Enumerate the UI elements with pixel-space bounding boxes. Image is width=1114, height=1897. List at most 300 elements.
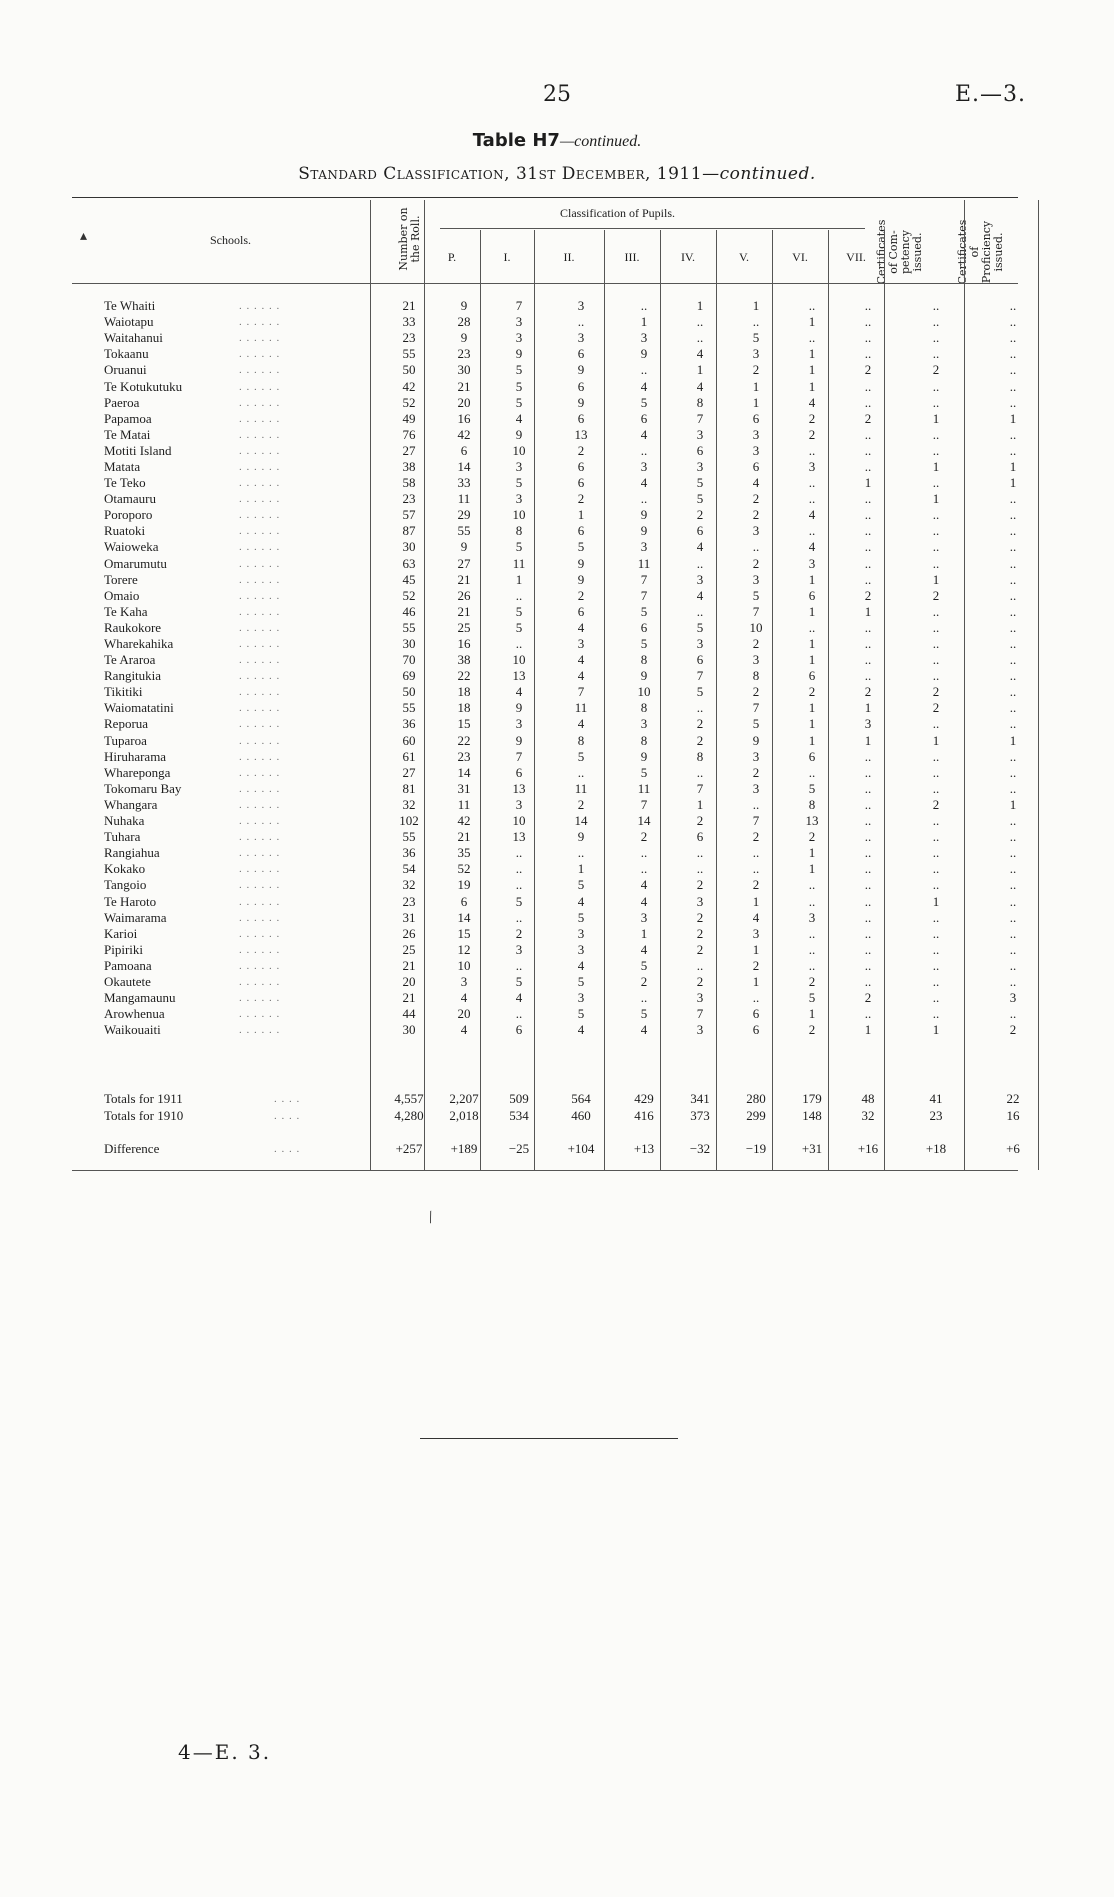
leader-dots: . . . . . .: [239, 927, 281, 940]
cell: 4: [515, 684, 523, 700]
cell: 10: [512, 813, 526, 829]
cell: 5: [515, 619, 523, 635]
cell: 25: [457, 619, 471, 635]
cell: ..: [932, 346, 940, 362]
cell: 534: [509, 1107, 529, 1123]
cell: 1: [577, 861, 585, 877]
cell: ..: [864, 314, 872, 330]
leader-dots: . . . . . .: [239, 670, 281, 683]
cell: 32: [402, 796, 416, 812]
cell: 14: [637, 813, 651, 829]
header-classification: Classification of Pupils.: [560, 206, 675, 220]
table-row: [72, 700, 1050, 716]
leader-dots: . . . . . .: [239, 605, 281, 618]
cell: 3: [640, 330, 648, 346]
cell: ..: [808, 957, 816, 973]
cell: ..: [864, 973, 872, 989]
cell: ..: [932, 330, 940, 346]
cell: 2: [808, 829, 816, 845]
cell: 6: [696, 652, 704, 668]
cell: −25: [508, 1140, 530, 1156]
school-name: Karioi: [104, 925, 138, 941]
cell: ..: [932, 877, 940, 893]
cell: 45: [402, 571, 416, 587]
cell: ..: [696, 314, 704, 330]
cell: ..: [1009, 636, 1017, 652]
cell: 1: [932, 458, 940, 474]
table-row: [72, 893, 1050, 909]
school-name: Torere: [104, 571, 138, 587]
cell: 2: [752, 362, 760, 378]
cell: ..: [1009, 1006, 1017, 1022]
cell: 5: [640, 636, 648, 652]
cell: 1: [640, 314, 648, 330]
cell: 564: [571, 1090, 591, 1106]
table-row: [72, 475, 1050, 491]
cell: ..: [864, 957, 872, 973]
cell: 7: [640, 587, 648, 603]
cell: 5: [515, 362, 523, 378]
header-competency: Certificates of Com- petency issued.: [875, 219, 924, 285]
cell: 1: [752, 378, 760, 394]
cell: 6: [808, 748, 816, 764]
cell: 3: [696, 636, 704, 652]
table-row: [72, 330, 1050, 346]
cell: 6: [577, 346, 585, 362]
cell: 1: [808, 716, 816, 732]
cell: ..: [640, 298, 648, 314]
table-row: [72, 523, 1050, 539]
cell: 6: [752, 458, 760, 474]
cell: 61: [402, 748, 416, 764]
cell: ..: [808, 298, 816, 314]
school-name: Difference: [104, 1140, 160, 1156]
cell: 5: [577, 748, 585, 764]
table-subtitle-text: Standard Classification, 31st December, 1911: [298, 164, 703, 184]
cell: 10: [512, 507, 526, 523]
cell: 5: [752, 587, 760, 603]
cell: 15: [457, 925, 471, 941]
cell: ..: [640, 442, 648, 458]
table-title: [0, 130, 1114, 151]
leader-dots: . . . . . .: [239, 412, 281, 425]
cell: ..: [696, 764, 704, 780]
cell: 5: [752, 716, 760, 732]
leader-dots: . . . . . .: [239, 782, 281, 795]
cell: 22: [457, 732, 471, 748]
cell: ..: [808, 330, 816, 346]
cell: ..: [1009, 813, 1017, 829]
cell: 26: [457, 587, 471, 603]
cell: 1: [515, 571, 523, 587]
table-row: [72, 620, 1050, 636]
cell: 1: [808, 1006, 816, 1022]
table-row: [72, 636, 1050, 652]
cell: 9: [640, 346, 648, 362]
cell: 1: [1009, 458, 1017, 474]
cell: 5: [577, 973, 585, 989]
school-name: Whangara: [104, 796, 158, 812]
table-row: [72, 459, 1050, 475]
school-name: Reporua: [104, 716, 149, 732]
cell: 4: [752, 909, 760, 925]
cell: 1: [808, 700, 816, 716]
cell: ..: [864, 668, 872, 684]
cell: 8: [808, 796, 816, 812]
cell: ..: [864, 491, 872, 507]
cell: ..: [640, 861, 648, 877]
cell: ..: [1009, 362, 1017, 378]
table-row: [72, 942, 1050, 958]
cell: 1: [808, 732, 816, 748]
header-top-rule: [72, 197, 1018, 198]
cell: ..: [577, 314, 585, 330]
leader-dots: . . . . . .: [239, 396, 281, 409]
leader-dots: . . . . . .: [239, 798, 281, 811]
school-name: Motiti Island: [104, 442, 172, 458]
cell: 1: [1009, 475, 1017, 491]
cell: 4: [640, 941, 648, 957]
leader-dots: . . . . . .: [239, 300, 281, 313]
cell: 30: [402, 539, 416, 555]
cell: 6: [577, 410, 585, 426]
cell: ..: [1009, 571, 1017, 587]
cell: 2: [515, 925, 523, 941]
cell: ..: [577, 845, 585, 861]
cell: ..: [932, 1006, 940, 1022]
cell: 5: [515, 973, 523, 989]
table-row: [72, 362, 1050, 378]
cell: 52: [402, 587, 416, 603]
cell: 1: [752, 941, 760, 957]
cell: +16: [857, 1140, 879, 1156]
table-row: [72, 958, 1050, 974]
leader-dots: . . . . . .: [239, 380, 281, 393]
school-name: Pipiriki: [104, 941, 144, 957]
table-row: [72, 411, 1050, 427]
difference-table: [72, 1140, 1050, 1157]
cell: 4: [640, 475, 648, 491]
cell: ..: [932, 764, 940, 780]
cell: ..: [864, 426, 872, 442]
cell: +104: [567, 1140, 595, 1156]
ink-mark-left: ▴: [80, 228, 88, 244]
school-name: Hiruharama: [104, 748, 167, 764]
cell: 3: [752, 442, 760, 458]
cell: 2: [752, 684, 760, 700]
cell: 38: [402, 458, 416, 474]
cell: 102: [399, 813, 419, 829]
cell: 3: [752, 925, 760, 941]
cell: ..: [1009, 394, 1017, 410]
cell: ..: [640, 491, 648, 507]
cell: ..: [932, 845, 940, 861]
cell: 6: [640, 619, 648, 635]
difference-row: [72, 1140, 1050, 1157]
cell: 2: [752, 555, 760, 571]
cell: 6: [515, 764, 523, 780]
cell: ..: [864, 764, 872, 780]
cell: 54: [402, 861, 416, 877]
cell: ..: [932, 716, 940, 732]
cell: 18: [457, 684, 471, 700]
cell: ..: [696, 603, 704, 619]
school-name: Pamoana: [104, 957, 152, 973]
cell: 14: [574, 813, 588, 829]
leader-dots: . . . . . .: [239, 316, 281, 329]
cell: 4: [577, 652, 585, 668]
school-name: Mangamaunu: [104, 990, 176, 1006]
cell: 1: [752, 298, 760, 314]
table-row: [72, 861, 1050, 877]
cell: ..: [515, 845, 523, 861]
cell: ..: [1009, 426, 1017, 442]
cell: ..: [932, 426, 940, 442]
cell: 4: [577, 668, 585, 684]
cell: 11: [637, 780, 651, 796]
cell: ..: [1009, 330, 1017, 346]
cell: ..: [640, 990, 648, 1006]
cell: 2: [932, 700, 940, 716]
table-row: [72, 346, 1050, 362]
table-row: [72, 668, 1050, 684]
cell: 1: [640, 925, 648, 941]
cell: 5: [640, 603, 648, 619]
cell: 2: [752, 957, 760, 973]
cell: 42: [457, 813, 471, 829]
cell: ..: [1009, 378, 1017, 394]
cell: 9: [577, 829, 585, 845]
table-row: [72, 813, 1050, 829]
cell: 4: [577, 893, 585, 909]
cell: 6: [577, 378, 585, 394]
cell: 5: [640, 957, 648, 973]
cell: ..: [864, 346, 872, 362]
cell: ..: [864, 458, 872, 474]
cell: 1: [932, 1022, 940, 1038]
cell: 36: [402, 845, 416, 861]
cell: ..: [932, 636, 940, 652]
cell: 6: [577, 603, 585, 619]
cell: 46: [402, 603, 416, 619]
cell: ..: [932, 619, 940, 635]
cell: ..: [932, 829, 940, 845]
cell: 341: [690, 1090, 710, 1106]
cell: 1: [932, 893, 940, 909]
cell: 10: [512, 442, 526, 458]
cell: 2: [864, 684, 872, 700]
header-class-8: VII.: [846, 250, 866, 264]
cell: 9: [515, 346, 523, 362]
cell: 8: [515, 523, 523, 539]
totals-table: [72, 1090, 1050, 1124]
cell: 44: [402, 1006, 416, 1022]
cell: 19: [457, 877, 471, 893]
leader-dots: . . . . . .: [239, 573, 281, 586]
cell: 3: [640, 716, 648, 732]
cell: 20: [457, 1006, 471, 1022]
cell: 3: [696, 458, 704, 474]
cell: ..: [1009, 539, 1017, 555]
cell: 5: [577, 539, 585, 555]
cell: 416: [634, 1107, 654, 1123]
cell: 1: [808, 378, 816, 394]
ink-mark: ⁄: [426, 1210, 437, 1226]
cell: 2: [808, 410, 816, 426]
cell: 20: [402, 973, 416, 989]
cell: 3: [808, 458, 816, 474]
cell: 9: [515, 732, 523, 748]
cell: 7: [696, 410, 704, 426]
school-name: Otamauru: [104, 491, 156, 507]
cell: 4: [640, 1022, 648, 1038]
cell: 30: [457, 362, 471, 378]
cell: 4: [696, 539, 704, 555]
cell: 3: [808, 555, 816, 571]
cell: 3: [577, 941, 585, 957]
schools-table: [72, 298, 1050, 1038]
leader-dots: . . . . . .: [239, 557, 281, 570]
leader-dots: . . . . . .: [239, 477, 281, 490]
cell: 5: [577, 1006, 585, 1022]
cell: 2: [577, 587, 585, 603]
cell: 18: [457, 700, 471, 716]
cell: 2: [577, 796, 585, 812]
table-row: [72, 443, 1050, 459]
cell: 9: [577, 394, 585, 410]
leader-dots: . . . . . .: [239, 831, 281, 844]
cell: ..: [864, 893, 872, 909]
leader-dots: . . . . . .: [239, 589, 281, 602]
cell: 55: [457, 523, 471, 539]
cell: 27: [402, 442, 416, 458]
cell: ..: [932, 780, 940, 796]
school-name: Rangiahua: [104, 845, 160, 861]
cell: ..: [1009, 909, 1017, 925]
cell: ..: [1009, 346, 1017, 362]
cell: 7: [752, 603, 760, 619]
cell: 280: [746, 1090, 766, 1106]
header-proficiency: Certificates of Proficiency issued.: [956, 219, 1005, 285]
cell: 52: [402, 394, 416, 410]
cell: 2: [864, 990, 872, 1006]
cell: ..: [864, 925, 872, 941]
cell: 2: [696, 973, 704, 989]
cell: 21: [457, 829, 471, 845]
table-row: [72, 1006, 1050, 1022]
cell: 3: [515, 330, 523, 346]
cell: 50: [402, 362, 416, 378]
leader-dots: . . . . . .: [239, 734, 281, 747]
cell: ..: [1009, 973, 1017, 989]
cell: 33: [402, 314, 416, 330]
cell: 2: [1009, 1022, 1017, 1038]
cell: ..: [932, 394, 940, 410]
cell: 8: [640, 700, 648, 716]
school-name: Te Kaha: [104, 603, 148, 619]
cell: 6: [515, 1022, 523, 1038]
cell: ..: [1009, 764, 1017, 780]
cell: ..: [1009, 716, 1017, 732]
cell: ..: [808, 941, 816, 957]
school-name: Omarumutu: [104, 555, 167, 571]
school-name: Poroporo: [104, 507, 153, 523]
cell: 1: [752, 973, 760, 989]
school-name: Tokaanu: [104, 346, 149, 362]
school-name: Tuhara: [104, 829, 141, 845]
cell: ..: [1009, 957, 1017, 973]
cell: 6: [577, 523, 585, 539]
table-row: [72, 926, 1050, 942]
cell: ..: [1009, 507, 1017, 523]
school-name: Tokomaru Bay: [104, 780, 182, 796]
cell: 55: [402, 829, 416, 845]
leader-dots: . . . . . .: [239, 541, 281, 554]
cell: ..: [864, 652, 872, 668]
table-row: [72, 491, 1050, 507]
cell: ..: [932, 748, 940, 764]
cell: 49: [402, 410, 416, 426]
cell: 2: [696, 941, 704, 957]
cell: 6: [577, 475, 585, 491]
leader-dots: . . . . . .: [239, 879, 281, 892]
cell: 3: [696, 893, 704, 909]
cell: ..: [864, 941, 872, 957]
school-name: Te Matai: [104, 426, 151, 442]
table-row: [72, 572, 1050, 588]
table-row: [72, 556, 1050, 572]
cell: 13: [512, 668, 526, 684]
cell: 11: [457, 491, 471, 507]
cell: ..: [932, 957, 940, 973]
cell: 4: [577, 957, 585, 973]
cell: ..: [864, 555, 872, 571]
cell: −32: [689, 1140, 711, 1156]
cell: ..: [1009, 587, 1017, 603]
cell: ..: [864, 636, 872, 652]
cell: ..: [515, 861, 523, 877]
school-name: Te Teko: [104, 475, 146, 491]
cell: 2: [696, 925, 704, 941]
school-name: Oruanui: [104, 362, 147, 378]
leader-dots: . . . . . .: [239, 444, 281, 457]
leader-dots: . . . . . .: [239, 509, 281, 522]
cell: 9: [640, 668, 648, 684]
cell: +189: [450, 1140, 478, 1156]
cell: 9: [640, 507, 648, 523]
cell: 6: [752, 1006, 760, 1022]
cell: 7: [696, 780, 704, 796]
cell: 2: [864, 410, 872, 426]
school-name: Waiotapu: [104, 314, 154, 330]
cell: 30: [402, 636, 416, 652]
cell: 3: [640, 909, 648, 925]
cell: 7: [577, 684, 585, 700]
cell: 5: [696, 684, 704, 700]
cell: ..: [696, 700, 704, 716]
cell: 4,280: [394, 1107, 424, 1123]
header-class-6: V.: [738, 250, 750, 264]
cell: ..: [808, 619, 816, 635]
cell: ..: [640, 845, 648, 861]
cell: 1: [864, 1022, 872, 1038]
leader-dots: . . . . . .: [239, 911, 281, 924]
cell: 1: [808, 314, 816, 330]
cell: ..: [864, 796, 872, 812]
cell: ..: [864, 330, 872, 346]
school-name: Tangoio: [104, 877, 147, 893]
cell: ..: [932, 941, 940, 957]
